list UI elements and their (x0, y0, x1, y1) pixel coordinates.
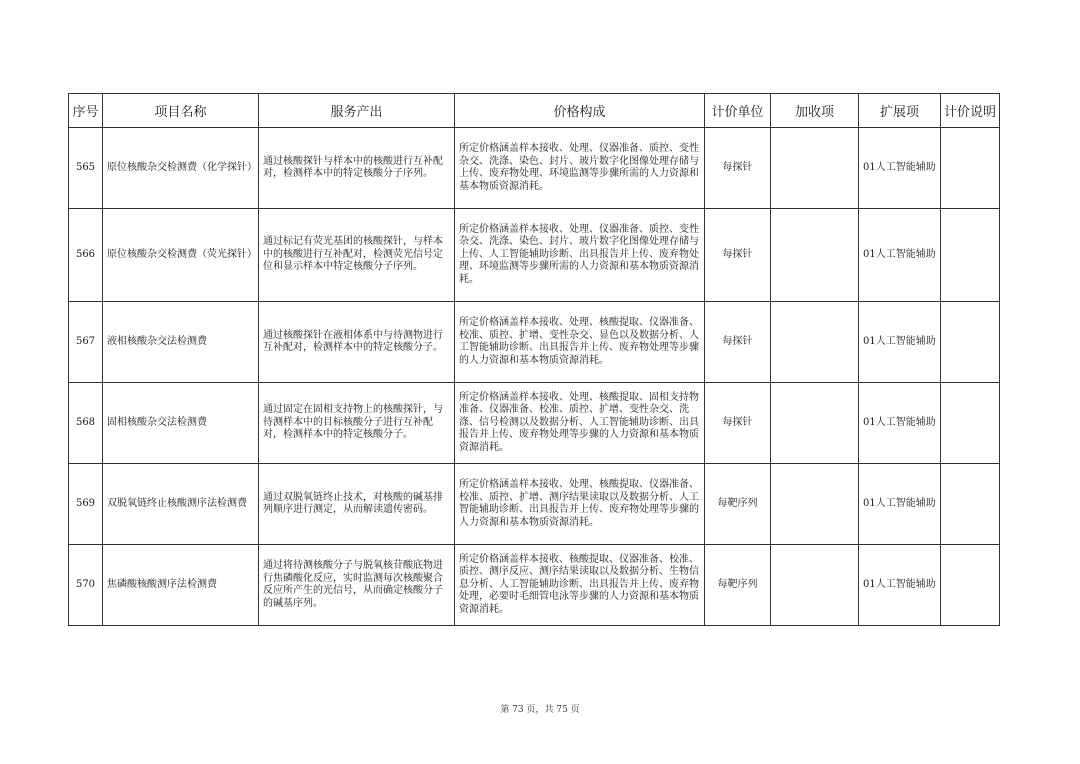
cell-surcharge (771, 464, 859, 545)
table-header-row (69, 94, 1000, 128)
header-service-output: 服务产出 (259, 94, 455, 128)
table-row (69, 302, 1000, 383)
cell-price-composition: 所定价格涵盖样本接收、处理、仪器准备、质控、变性杂交、洗涤、染色、封片、玻片数字化图像处理存储与上传、废弃物处理、环境监测等步骤所需的人力资源和基本物质资源消耗。 (455, 128, 705, 209)
cell-serial: 568 (69, 383, 103, 464)
cell-surcharge (771, 302, 859, 383)
cell-price-composition: 所定价格涵盖样本接收、核酸提取、仪器准备、校准、质控、测序反应、测序结果读取以及数据分析、生物信息分析、人工智能辅助诊断、出具报告并上传、废弃物处理，必要时毛细管电泳等步骤的人力资源和基本物质资源消耗。 (455, 545, 705, 626)
cell-service-output: 通过核酸探针在液相体系中与待测物进行互补配对，检测样本中的特定核酸分子。 (259, 302, 455, 383)
cell-extension: 01人工智能辅助 (859, 464, 941, 545)
table-row (69, 128, 1000, 209)
cell-pricing-unit: 每探针 (705, 128, 771, 209)
table-row (69, 464, 1000, 545)
cell-pricing-unit: 每靶序列 (705, 464, 771, 545)
cell-surcharge (771, 128, 859, 209)
cell-item-name: 原位核酸杂交检测费（荧光探针） (103, 209, 259, 302)
header-extension: 扩展项 (859, 94, 941, 128)
cell-pricing-note (941, 383, 1000, 464)
cell-item-name: 固相核酸杂交法检测费 (103, 383, 259, 464)
cell-pricing-note (941, 464, 1000, 545)
page-number: 第 73 页，共 75 页 (500, 705, 580, 715)
header-surcharge: 加收项 (771, 94, 859, 128)
cell-surcharge (771, 209, 859, 302)
cell-pricing-unit: 每探针 (705, 302, 771, 383)
table-row (69, 545, 1000, 626)
cell-extension: 01人工智能辅助 (859, 383, 941, 464)
header-price-composition: 价格构成 (455, 94, 705, 128)
cell-serial: 566 (69, 209, 103, 302)
cell-extension: 01人工智能辅助 (859, 209, 941, 302)
cell-serial: 567 (69, 302, 103, 383)
cell-pricing-note (941, 302, 1000, 383)
cell-price-composition: 所定价格涵盖样本接收、处理、核酸提取、固相支持物准备、仪器准备、校准、质控、扩增、变性杂交、洗涤、信号检测以及数据分析、人工智能辅助诊断、出具报告并上传、废弃物处理等步骤的人力资源和基本物质资源消耗。 (455, 383, 705, 464)
cell-price-composition: 所定价格涵盖样本接收、处理、核酸提取、仪器准备、校准、质控、扩增、变性杂交、显色以及数据分析、人工智能辅助诊断、出具报告并上传、废弃物处理等步骤的人力资源和基本物质资源消耗。 (455, 302, 705, 383)
header-pricing-unit: 计价单位 (705, 94, 771, 128)
cell-serial: 569 (69, 464, 103, 545)
cell-pricing-note (941, 209, 1000, 302)
cell-pricing-unit: 每探针 (705, 383, 771, 464)
cell-price-composition: 所定价格涵盖样本接收、处理、核酸提取、仪器准备、校准、质控、扩增、测序结果读取以及数据分析、人工智能辅助诊断、出具报告并上传、废弃物处理等步骤的人力资源和基本物质资源消耗。 (455, 464, 705, 545)
table-row (69, 209, 1000, 302)
header-pricing-note: 计价说明 (941, 94, 1000, 128)
cell-extension: 01人工智能辅助 (859, 302, 941, 383)
cell-pricing-note (941, 128, 1000, 209)
cell-service-output: 通过将待测核酸分子与脱氧核苷酸底物进行焦磷酸化反应，实时监测每次核酸聚合反应所产生的光信号，从而确定核酸分子的碱基序列。 (259, 545, 455, 626)
cell-service-output: 通过双脱氧链终止技术，对核酸的碱基排列顺序进行测定，从而解读遗传密码。 (259, 464, 455, 545)
cell-pricing-unit: 每探针 (705, 209, 771, 302)
cell-price-composition: 所定价格涵盖样本接收、处理、仪器准备、质控、变性杂交、洗涤、染色、封片、玻片数字化图像处理存储与上传、人工智能辅助诊断、出具报告并上传、废弃物处理、环境监测等步骤所需的人力资源和基本物质资源消耗。 (455, 209, 705, 302)
cell-service-output: 通过固定在固相支持物上的核酸探针，与待测样本中的目标核酸分子进行互补配对，检测样本中的特定核酸分子。 (259, 383, 455, 464)
cell-item-name: 双脱氧链终止核酸测序法检测费 (103, 464, 259, 545)
header-serial: 序号 (69, 94, 103, 128)
cell-service-output: 通过标记有荧光基团的核酸探针，与样本中的核酸进行互补配对，检测荧光信号定位和显示样本中特定核酸分子序列。 (259, 209, 455, 302)
cell-extension: 01人工智能辅助 (859, 545, 941, 626)
cell-serial: 570 (69, 545, 103, 626)
cell-item-name: 焦磷酸核酸测序法检测费 (103, 545, 259, 626)
cell-extension: 01人工智能辅助 (859, 128, 941, 209)
table-row (69, 383, 1000, 464)
cell-surcharge (771, 383, 859, 464)
pricing-table (68, 93, 1000, 626)
cell-item-name: 原位核酸杂交检测费（化学探针） (103, 128, 259, 209)
header-item-name: 项目名称 (103, 94, 259, 128)
cell-serial: 565 (69, 128, 103, 209)
cell-pricing-note (941, 545, 1000, 626)
cell-service-output: 通过核酸探针与样本中的核酸进行互补配对，检测样本中的特定核酸分子序列。 (259, 128, 455, 209)
cell-surcharge (771, 545, 859, 626)
cell-pricing-unit: 每靶序列 (705, 545, 771, 626)
cell-item-name: 液相核酸杂交法检测费 (103, 302, 259, 383)
